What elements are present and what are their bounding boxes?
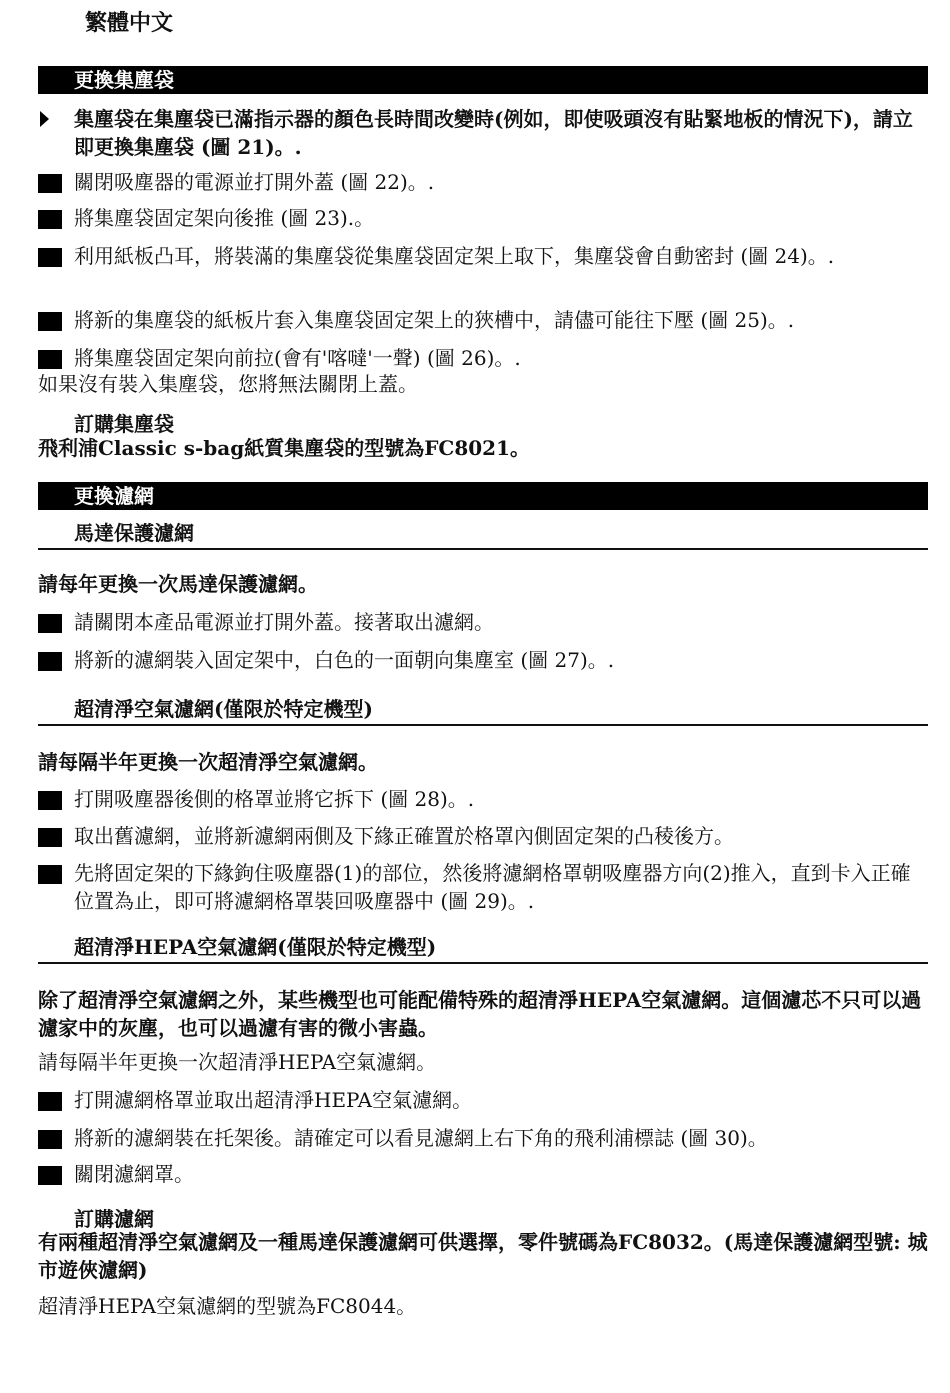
list-item bbox=[38, 608, 928, 636]
section-header-replace-filters bbox=[38, 482, 928, 510]
list-item bbox=[38, 859, 928, 915]
list-item-text: 利用紙板凸耳，將裝滿的集塵袋從集塵袋固定架上取下，集塵袋會自動密封 (圖 24)。. bbox=[74, 244, 835, 268]
list-item-text: 將新的濾網裝在托架後。請確定可以看見濾網上右下角的飛利浦標誌 (圖 30)。 bbox=[74, 1126, 768, 1150]
list-item-text: 先將固定架的下緣鉤住吸塵器(1)的部位，然後將濾網格罩朝吸塵器方向(2)推入，直到卡入正確位置為止，即可將濾網格罩裝回吸塵器中 (圖 29)。. bbox=[74, 861, 911, 913]
square-bullet-icon bbox=[38, 312, 62, 331]
list-item bbox=[38, 785, 928, 813]
intro-text: 請每年更換一次馬達保護濾網。 bbox=[38, 572, 318, 596]
square-bullet-icon bbox=[38, 1092, 62, 1111]
list-item-text: 取出舊濾網，並將新濾網兩側及下緣正確置於格罩內側固定架的凸稜後方。 bbox=[74, 824, 734, 848]
list-item-text: 關閉吸塵器的電源並打開外蓋 (圖 22)。. bbox=[74, 170, 435, 194]
interval-text: 請每隔半年更換一次超清淨HEPA空氣濾網。 bbox=[38, 1050, 437, 1074]
list-item bbox=[38, 306, 928, 334]
order-heading: 訂購集塵袋 bbox=[74, 412, 174, 436]
list-item-text: 關閉濾網罩。 bbox=[74, 1162, 194, 1186]
square-bullet-icon bbox=[38, 865, 62, 884]
square-bullet-icon bbox=[38, 828, 62, 847]
subsection-title-motor-filter bbox=[38, 519, 928, 550]
list-item-text: 將集塵袋固定架向前拉(會有'喀噠'一聲) (圖 26)。. bbox=[74, 346, 521, 370]
list-item-text: 將新的集塵袋的紙板片套入集塵袋固定架上的狹槽中，請儘可能往下壓 (圖 25)。. bbox=[74, 308, 795, 332]
list-item-text: 打開濾網格罩並取出超清淨HEPA空氣濾網。 bbox=[74, 1088, 473, 1112]
intro-text: 請每隔半年更換一次超清淨空氣濾網。 bbox=[38, 750, 378, 774]
subsection-title: 超清淨HEPA空氣濾網(僅限於特定機型) bbox=[74, 935, 437, 959]
list-item bbox=[38, 1086, 928, 1114]
section-title: 更換濾網 bbox=[74, 484, 154, 508]
order-text: 飛利浦Classic s-bag紙質集塵袋的型號為FC8021。 bbox=[38, 436, 531, 460]
order-text: 有兩種超清淨空氣濾網及一種馬達保護濾網可供選擇，零件號碼為FC8032。(馬達保護濾網型號: 城市遊俠濾網) bbox=[38, 1230, 928, 1282]
list-item-text: 請關閉本產品電源並打開外蓋。接著取出濾網。 bbox=[74, 610, 494, 634]
square-bullet-icon bbox=[38, 210, 62, 229]
order-heading: 訂購濾網 bbox=[74, 1207, 154, 1231]
subsection-title: 馬達保護濾網 bbox=[74, 521, 194, 545]
square-bullet-icon bbox=[38, 1130, 62, 1149]
square-bullet-icon bbox=[38, 248, 62, 267]
intro-text: 除了超清淨空氣濾網之外，某些機型也可能配備特殊的超清淨HEPA空氣濾網。這個濾芯不只可以過濾家中的灰塵，也可以過濾有害的微小害蟲。 bbox=[38, 988, 922, 1040]
list-item-text: 將集塵袋固定架向後推 (圖 23).。 bbox=[74, 206, 375, 230]
list-item bbox=[38, 105, 928, 161]
square-bullet-icon bbox=[38, 652, 62, 671]
list-item-text: 打開吸塵器後側的格罩並將它拆下 (圖 28)。. bbox=[74, 787, 475, 811]
list-item bbox=[38, 242, 928, 270]
subsection-title-super-clean-filter bbox=[38, 695, 928, 726]
section-title: 更換集塵袋 bbox=[74, 68, 174, 92]
note-text: 如果沒有裝入集塵袋，您將無法關閉上蓋。 bbox=[38, 372, 418, 396]
list-item bbox=[38, 646, 928, 674]
list-item bbox=[38, 1124, 928, 1152]
square-bullet-icon bbox=[38, 791, 62, 810]
list-item bbox=[38, 344, 928, 372]
section-header-replace-bag bbox=[38, 66, 928, 94]
list-item bbox=[38, 168, 928, 196]
list-item bbox=[38, 204, 928, 232]
list-item bbox=[38, 822, 928, 850]
subsection-title: 超清淨空氣濾網(僅限於特定機型) bbox=[74, 697, 373, 721]
square-bullet-icon bbox=[38, 1166, 62, 1185]
list-item-text: 集塵袋在集塵袋已滿指示器的顏色長時間改變時(例如，即使吸頭沒有貼緊地板的情況下)，請立即更換集塵袋 (圖 21)。. bbox=[74, 107, 913, 159]
square-bullet-icon bbox=[38, 174, 62, 193]
subsection-title-hepa-filter bbox=[38, 933, 928, 964]
square-bullet-icon bbox=[38, 614, 62, 633]
language-label: 繁體中文 bbox=[85, 10, 174, 36]
triangle-bullet-icon bbox=[40, 111, 49, 127]
list-item-text: 將新的濾網裝入固定架中，白色的一面朝向集塵室 (圖 27)。. bbox=[74, 648, 615, 672]
list-item bbox=[38, 1160, 928, 1188]
square-bullet-icon bbox=[38, 350, 62, 369]
order-hepa-text: 超清淨HEPA空氣濾網的型號為FC8044。 bbox=[38, 1294, 417, 1318]
